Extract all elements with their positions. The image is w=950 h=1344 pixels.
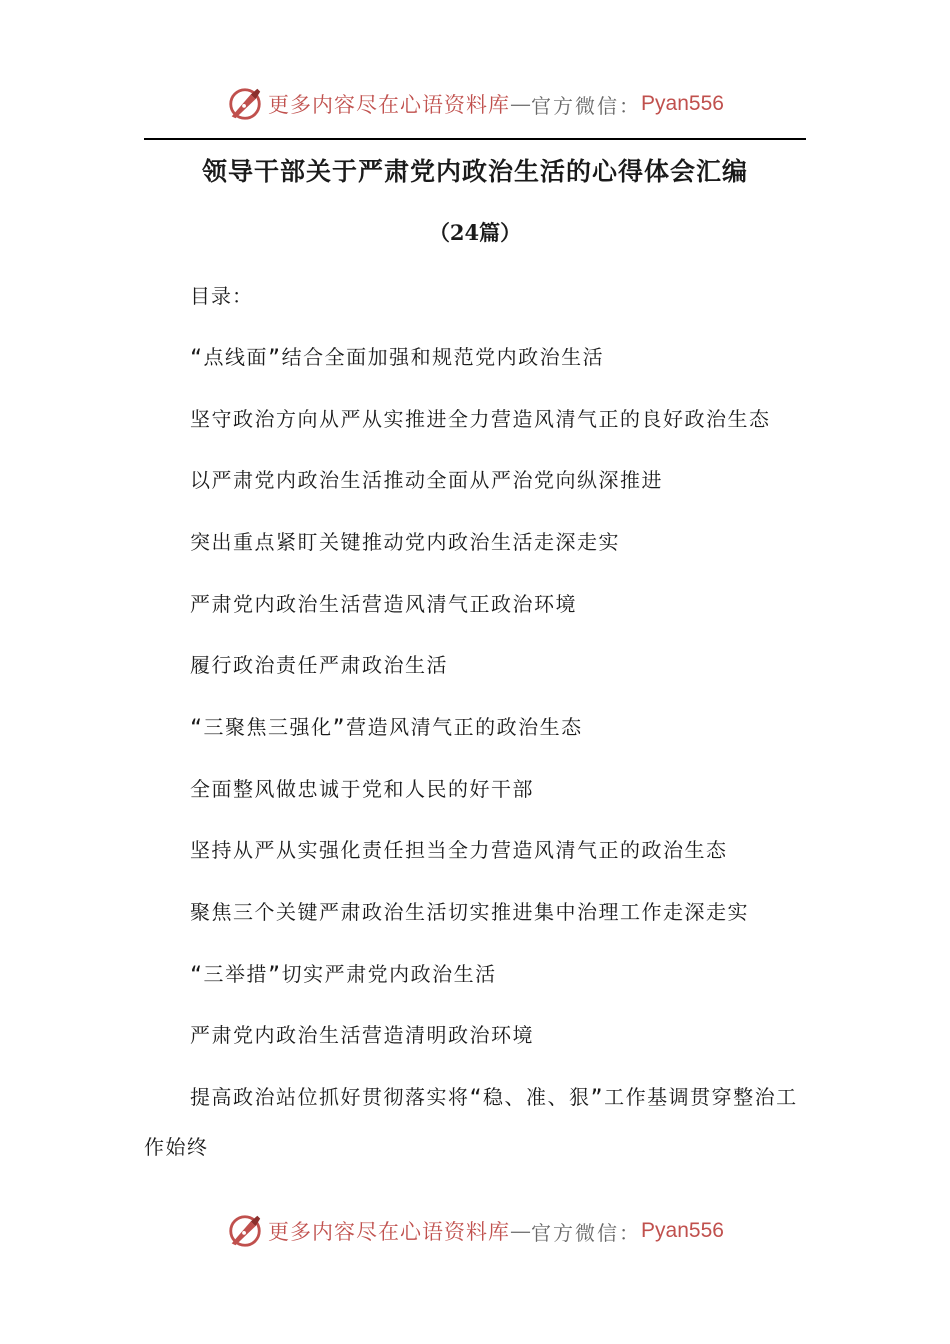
toc-item: 突出重点紧盯关键推动党内政治生活走深走实 [190, 530, 620, 554]
toc-item: 坚持从严从实强化责任担当全力营造风清气正的政治生态 [190, 838, 728, 862]
toc-item: 坚守政治方向从严从实推进全力营造风清气正的良好政治生态 [190, 407, 771, 431]
toc-label: 目录： [190, 284, 253, 308]
document-title: 领导干部关于严肃党内政治生活的心得体会汇编 [201, 157, 748, 186]
footer-banner [0, 1211, 950, 1251]
banner-wechat-label: 官方微信： [531, 93, 642, 118]
toc-item: 以严肃党内政治生活推动全面从严治党向纵深推进 [190, 468, 663, 492]
banner-wechat-id: Pyan556 [641, 92, 724, 115]
toc-item: “点线面”结合全面加强和规范党内政治生活 [190, 345, 605, 369]
pen-nib-logo-icon [226, 85, 264, 123]
pen-nib-logo-icon [226, 1212, 264, 1250]
toc-item: 全面整风做忠诚于党和人民的好干部 [190, 777, 534, 801]
toc-item: 履行政治责任严肃政治生活 [190, 653, 448, 677]
banner-site-text: 更多内容尽在心语资料库 [268, 1220, 511, 1244]
header-divider [144, 138, 806, 140]
header-banner [0, 84, 950, 124]
toc-item: 提高政治站位抓好贯彻落实将“稳、准、狠”工作基调贯穿整治工作始终 [144, 1085, 798, 1159]
banner-dash: — [510, 1219, 532, 1243]
toc-item: 严肃党内政治生活营造风清气正政治环境 [190, 592, 577, 616]
toc-item: “三举措”切实严肃党内政治生活 [190, 962, 497, 986]
toc-item: “三聚焦三强化”营造风清气正的政治生态 [190, 715, 583, 739]
banner-wechat-label: 官方微信： [531, 1220, 642, 1245]
banner-site-text: 更多内容尽在心语资料库 [268, 93, 511, 117]
toc-item: 聚焦三个关键严肃政治生活切实推进集中治理工作走深走实 [190, 900, 749, 924]
toc-item: 严肃党内政治生活营造清明政治环境 [190, 1023, 534, 1047]
banner-wechat-id: Pyan556 [641, 1219, 724, 1242]
document-subtitle: （24篇） [428, 220, 522, 245]
banner-dash: — [510, 92, 532, 116]
